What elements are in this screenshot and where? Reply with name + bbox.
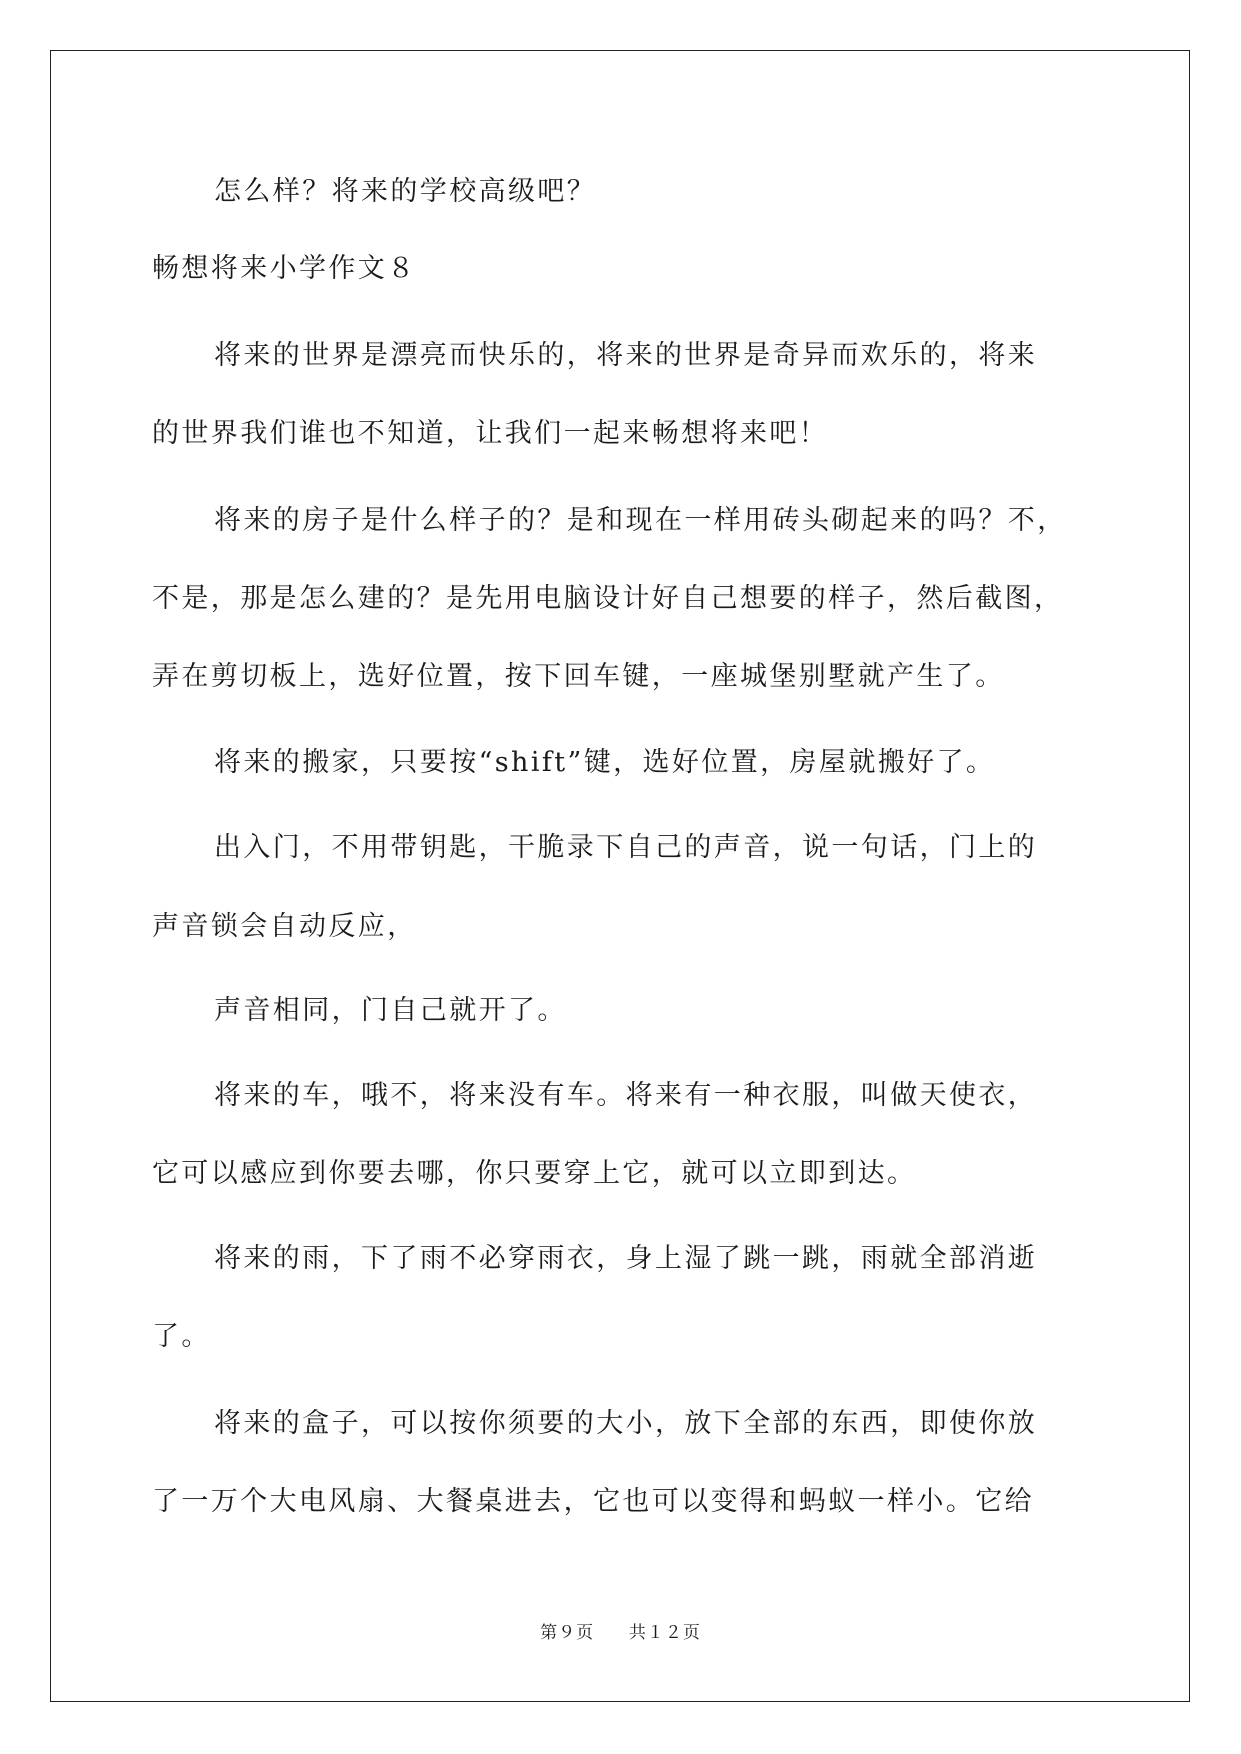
paragraph-line: 出入门，不用带钥匙，干脆录下自己的声音，说一句话，门上的 [214, 832, 1038, 863]
paragraph-line: 声音锁会自动反应， [152, 911, 417, 942]
paragraph-line: 弄在剪切板上，选好位置，按下回车键，一座城堡别墅就产生了。 [152, 661, 1005, 692]
section-heading: 畅想将来小学作文８ [152, 253, 417, 284]
paragraph-line: 将来的搬家，只要按“shift”键，选好位置，房屋就搬好了。 [214, 747, 996, 778]
paragraph-line: 了一万个大电风扇、大餐桌进去，它也可以变得和蚂蚁一样小。它给 [152, 1486, 1034, 1517]
page-total: 共１２页 [628, 1623, 701, 1643]
paragraph-line: 将来的房子是什么样子的？是和现在一样用砖头砌起来的吗？不， [214, 505, 1067, 536]
paragraph-line: 的世界我们谁也不知道，让我们一起来畅想将来吧！ [152, 418, 829, 449]
page-number: 第９页 [540, 1623, 595, 1643]
paragraph-line: 将来的盒子，可以按你须要的大小，放下全部的东西，即使你放 [214, 1408, 1038, 1439]
paragraph-line: 怎么样？将来的学校高级吧？ [214, 176, 597, 207]
paragraph-line: 将来的车，哦不，将来没有车。将来有一种衣服，叫做天使衣， [214, 1080, 1038, 1111]
paragraph-line: 将来的世界是漂亮而快乐的，将来的世界是奇异而欢乐的，将来 [214, 340, 1038, 371]
paragraph-line: 它可以感应到你要去哪，你只要穿上它，就可以立即到达。 [152, 1158, 917, 1189]
paragraph-line: 将来的雨，下了雨不必穿雨衣，身上湿了跳一跳，雨就全部消逝 [214, 1243, 1038, 1274]
paragraph-line: 声音相同，门自己就开了。 [214, 995, 567, 1026]
page-border [50, 50, 1190, 1702]
page-footer [0, 1618, 1241, 1643]
paragraph-line: 了。 [152, 1321, 211, 1352]
paragraph-line: 不是，那是怎么建的？是先用电脑设计好自己想要的样子，然后截图， [152, 583, 1064, 614]
